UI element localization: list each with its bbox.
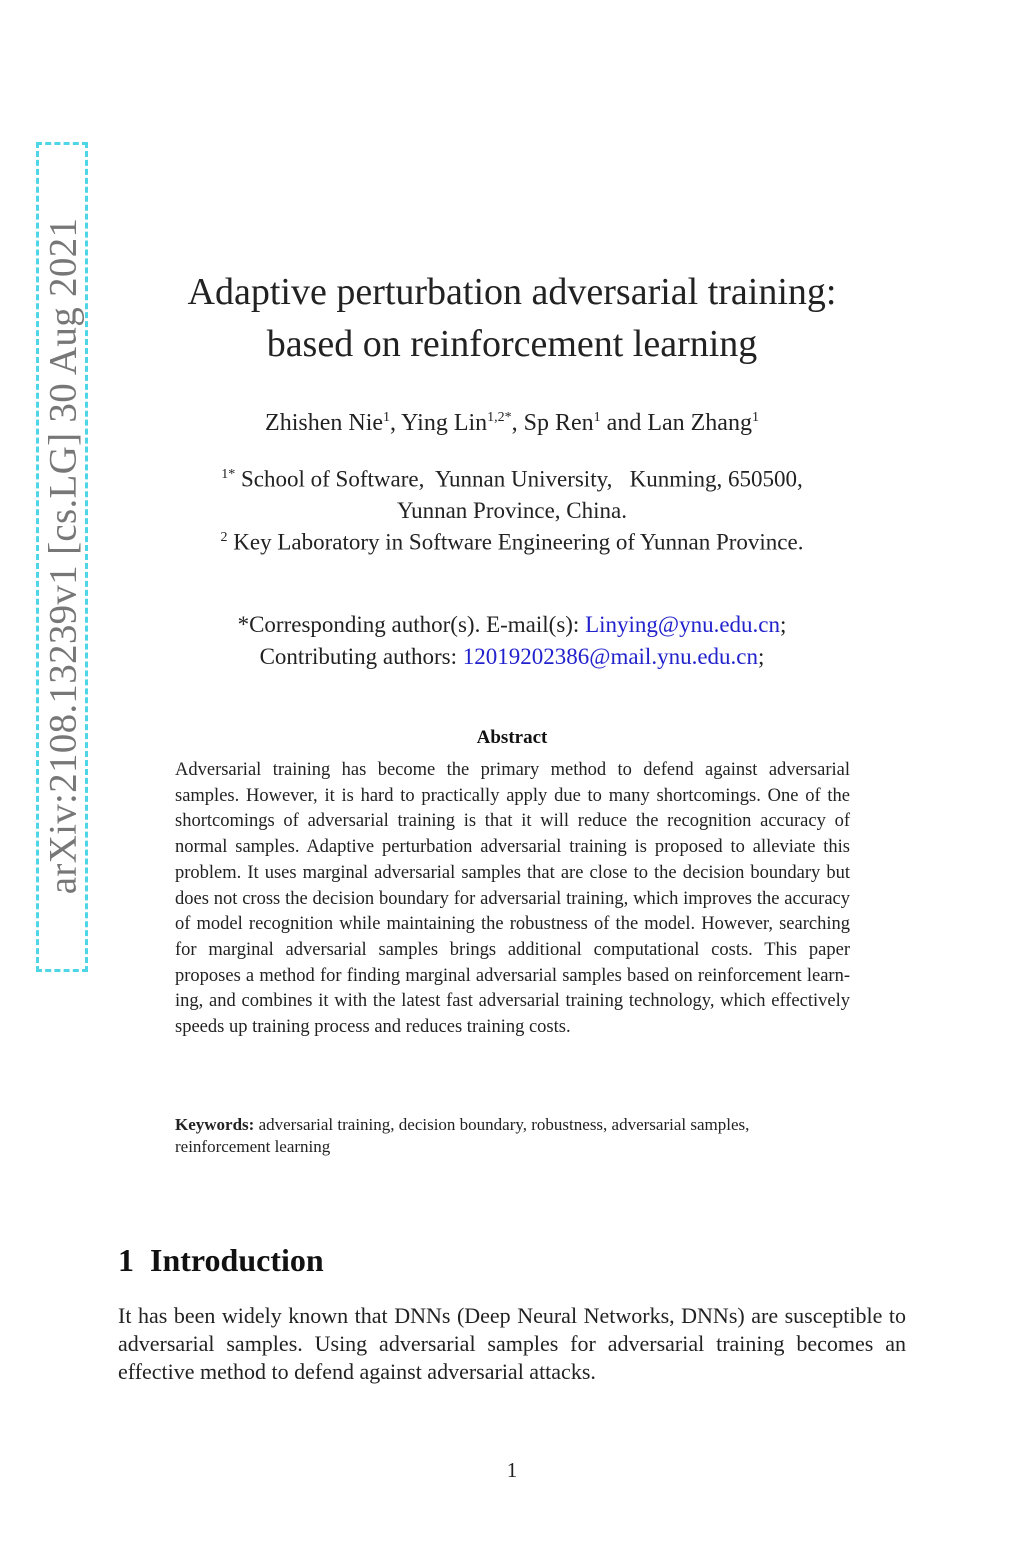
affiliation-mark: 1* (221, 467, 236, 482)
affiliation-line: Key Laboratory in Software Engineering of Yunnan Province. (233, 529, 804, 555)
contributing-email-link[interactable]: 12019202386@mail.ynu.edu.cn (462, 644, 758, 669)
keywords-text: adversarial training, decision boundary, robustness, adversarial samples, reinforcement learning (175, 1115, 750, 1156)
author-affil-mark: 1 (593, 410, 601, 425)
author-affil-mark: 1 (751, 410, 759, 425)
author-name: Lan Zhang (647, 410, 752, 436)
author-separator: , (511, 410, 524, 436)
author-list (0, 410, 1024, 437)
title-line-2: based on reinforcement learning (266, 323, 758, 365)
section-number: 1 (118, 1242, 134, 1278)
author-affil-mark: 1 (383, 410, 391, 425)
abstract-heading: Abstract (476, 727, 548, 748)
author-separator: and (600, 410, 648, 436)
keywords (175, 1114, 840, 1158)
contrib-label: Contributing authors: (259, 644, 463, 669)
arxiv-identifier[interactable]: arXiv:2108.13239v1 [cs.LG] 30 Aug 2021 (41, 217, 85, 895)
corr-label: *Corresponding author(s). E-mail(s): (237, 612, 586, 637)
keywords-label: Keywords: (175, 1115, 255, 1134)
author-name: Zhishen Nie (265, 410, 384, 436)
corresponding-email-link[interactable]: Linying@ynu.edu.cn (585, 612, 781, 637)
author-name: Sp Ren (523, 410, 594, 436)
affiliation-line: Yunnan Province, China. (397, 497, 627, 523)
paper-title (0, 266, 1024, 370)
section-heading (118, 1242, 324, 1279)
author-affil-mark: 1,2* (487, 410, 512, 425)
section-title: Introduction (150, 1242, 324, 1278)
corr-suffix: ; (780, 612, 787, 637)
affiliation-1 (0, 459, 1024, 526)
affiliation-line: School of Software, Yunnan University, Kunming, 650500, (241, 466, 803, 492)
abstract-text: Adversarial training has become the primary method to defend against adversarial samples. However, it is hard to practically apply due to many shortcomings. One of the shortcomings of adversarial training is that it will reduce the recognition accuracy of normal samples. Adaptive perturbation adversarial training is proposed to alleviate this problem. It uses marginal adversarial samples that are close to the decision boundary but does not cross the decision boundary for adversarial training, which improves the accuracy of model recognition while maintaining the robustness of the model. However, searching for marginal adversarial samples brings additional computational costs. This paper proposes a method for finding marginal adversarial samples based on reinforcement learning, and combines it with the latest fast adversarial training technology, which effectively speeds up training process and reduces training costs. (175, 760, 850, 1038)
contrib-suffix: ; (758, 644, 765, 669)
introduction-paragraph: It has been widely known that DNNs (Deep Neural Networks, DNNs) are susceptible to adversarial samples. Using adversarial samples for adversarial training becomes an effective method to defend against adversarial attacks. (118, 1303, 906, 1384)
author-name: Ying Lin (401, 410, 488, 436)
correspondence (0, 609, 1024, 673)
page-number: 1 (506, 1458, 518, 1482)
affiliation-mark: 2 (220, 530, 228, 545)
affiliation-2 (0, 522, 1024, 558)
author-separator: , (390, 410, 402, 436)
title-line-1: Adaptive perturbation adversarial training: (187, 271, 837, 313)
